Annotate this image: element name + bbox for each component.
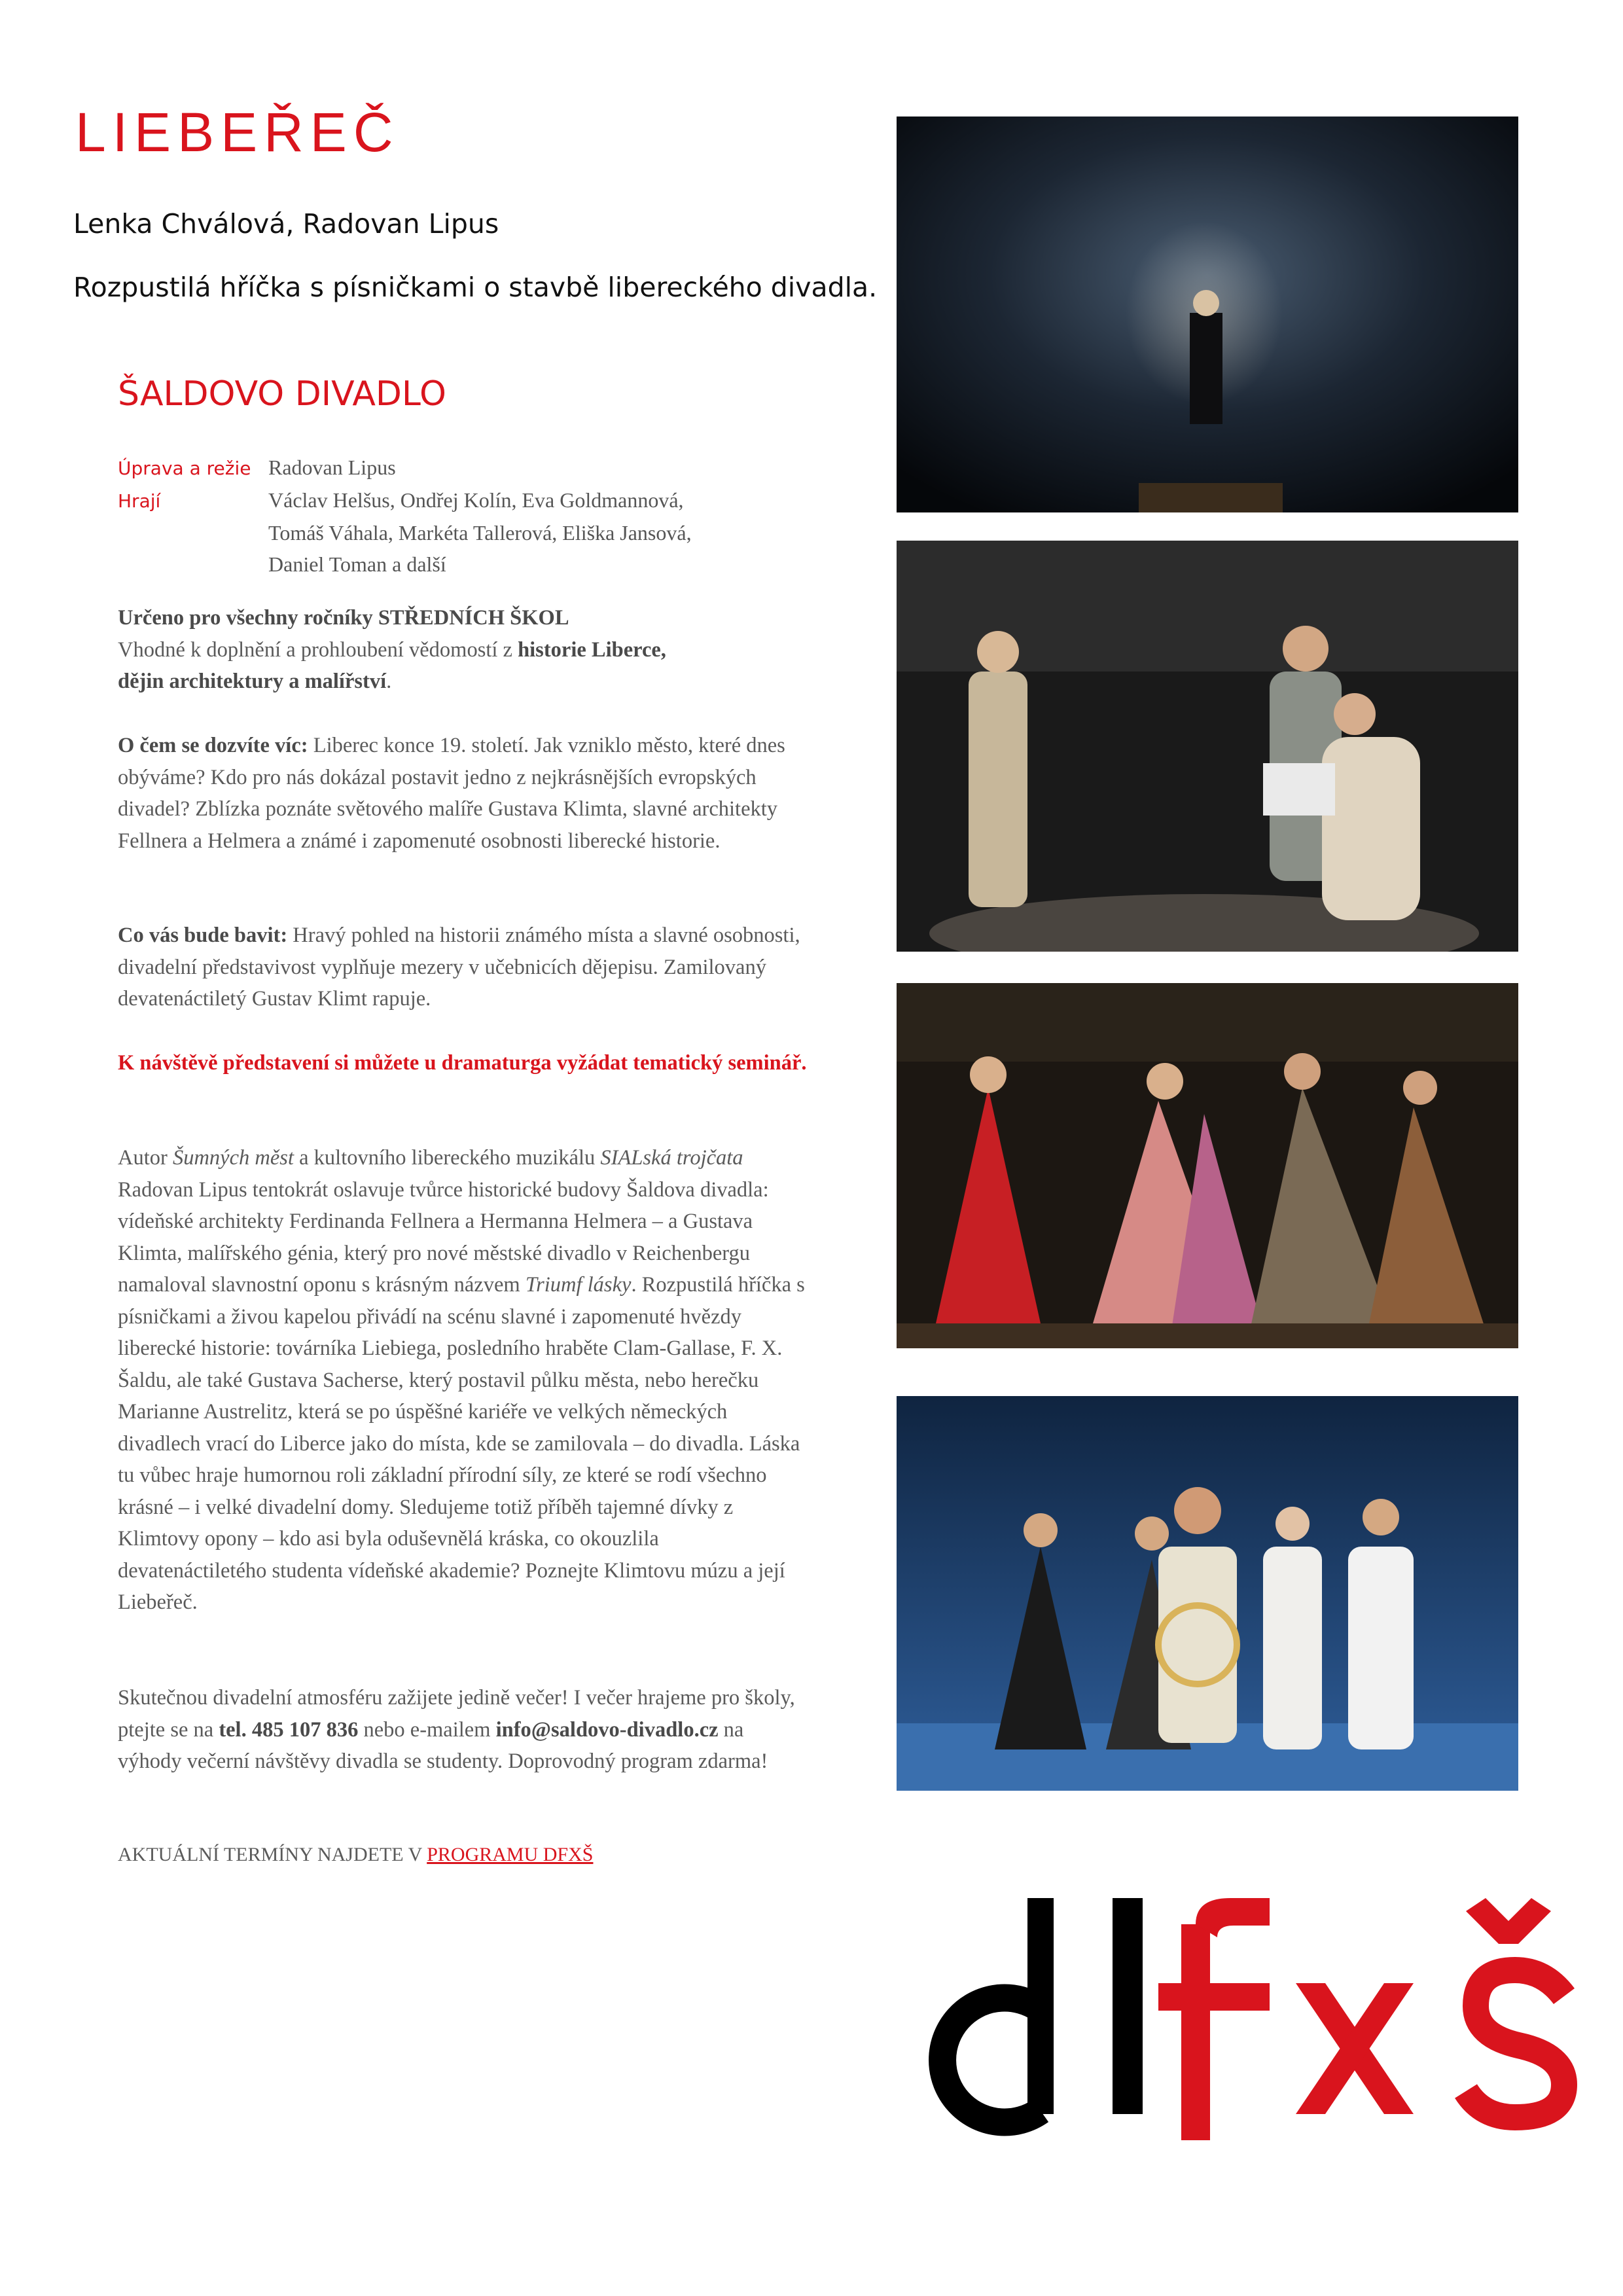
stage-photo-1 [897,117,1518,512]
stage-photo-2-image [897,541,1518,952]
description-title-2: SIALská trojčata [600,1146,743,1170]
audience-line2: Vhodné k doplnění a prohloubení vědomostí z [118,637,518,662]
evening-text: nebo e-mailem [358,1717,496,1742]
show-logo: LIEBEŘEČ [75,101,400,163]
credit-label: Úprava a režie [118,457,251,479]
description-paragraph [118,1142,812,1619]
description-text: a kultovního libereckého muzikálu [293,1146,601,1170]
audience-paragraph [118,602,812,698]
audience-history: historie Liberce, [518,637,666,662]
credit-row [118,452,692,484]
evening-text: na výhody večerní návštěvy divadla se studenty. Doprovodný program zdarma! [118,1717,768,1773]
subtitle: Rozpustilá hříčka s písničkami o stavbě libereckého divadla. [73,272,878,303]
credit-label: Hrají [118,490,161,512]
authors: Lenka Chválová, Radovan Lipus [73,208,499,240]
fun-label: Co vás bude bavit: [118,924,288,947]
program-link[interactable]: PROGRAMU DFXŠ [427,1844,594,1865]
stage-photo-1-image [897,117,1518,512]
stage-photo-4-image [897,1396,1518,1791]
credit-row [118,517,692,548]
stage-photo-3-image [897,983,1518,1348]
seminar-text: K návštěvě představení si můžete u dramaturga vyžádat tematický seminář. [118,1051,807,1075]
venue-heading: ŠALDOVO DIVADLO [118,374,446,414]
credit-label [118,517,268,548]
learn-text: Liberec konce 19. století. Jak vzniklo město, které dnes obýváme? Kdo pro nás dokázal postavit jedno z nejkrásnějších evropských divadel? Zblízka poznáte světového malíře Gustava Klimta, slavné architekty Fellnera a Helmera a známé i zapomenuté osobnosti liberecké historie. [118,734,785,853]
description-text: Autor [118,1146,173,1170]
description-text: Radovan Lipus tentokrát oslavuje tvůrce historické budovy Šaldova divadla: vídeňské architekty Ferdinanda Fellnera a Hermanna Helmera – a Gustava Klimta, malířského génia, který pro nové městské divadlo v Reichenbergu namaloval slavnostní oponu s krásným názvem [118,1177,769,1297]
evening-text: Skutečnou divadelní atmosféru zažijete jedině večer! I večer hrajeme pro školy, ptejte se na [118,1686,795,1742]
credit-value: Daniel Toman a další [268,552,446,576]
stage-photo-3 [897,983,1518,1348]
credits [118,452,692,580]
description-title-3: Triumf lásky [525,1273,632,1297]
credit-row [118,484,692,517]
credit-value: Tomáš Váhala, Markéta Tallerová, Eliška Jansová, [268,521,692,545]
description-title-1: Šumných měst [172,1146,294,1170]
description-text: . Rozpustilá hříčka s písničkami a živou kapelou přivádí na scénu slavné i zapomenuté hvězdy liberecké historie: továrníka Liebiega, posledního hraběte Clam-Gallase, F. X. Šaldu, ale také Gustava Sacherse, který postavil půlku města, nebo herečku Marianne Austrelitz, která se po úspěšné kariéře ve velkých německých divadlech vrací do Liberce jako do místa, kde se zamilovala – do divadla. Láska tu vůbec hraje humornou roli základní přírodní síly, ze které se rodí všechno krásné – i velké divadelní domy. Sledujeme totiž příběh tajemné dívky z Klimtovy opony – kdo asi byla oduševnělá kráska, co okouzlila devatenáctiletého studenta vídeňské akademie? Poznejte Klimtovu múzu a její Liebeřeč. [118,1273,805,1614]
audience-period: . [386,670,392,693]
credit-row [118,548,692,580]
learn-paragraph [118,730,812,857]
phone-number[interactable]: tel. 485 107 836 [219,1717,359,1742]
dfxs-logo [890,1898,1597,2225]
fun-text: Hravý pohled na historii známého místa a slavné osobnosti, divadelní představivost vyplňuje mezery v učebnicích dějepisu. Zamilovaný devatenáctiletý Gustav Klimt rapuje. [118,924,800,1011]
fun-paragraph [118,920,812,1015]
credit-value: Václav Helšus, Ondřej Kolín, Eva Goldmannová, [268,488,684,512]
stage-photo-2 [897,541,1518,952]
dfxs-logo-graphic [890,1898,1597,2225]
audience-architecture: dějin architektury a malířství [118,670,387,693]
audience-line1: Určeno pro všechny ročníky STŘEDNÍCH ŠKOL [118,606,569,630]
email-address[interactable]: info@saldovo-divadlo.cz [495,1717,719,1742]
footer-note [118,1839,812,1871]
credit-label [118,548,268,580]
credit-value: Radovan Lipus [268,456,396,479]
evening-paragraph [118,1682,812,1778]
seminar-note [118,1047,812,1079]
stage-photo-4 [897,1396,1518,1791]
footer-text: AKTUÁLNÍ TERMÍNY NAJDETE V [118,1844,427,1865]
learn-label: O čem se dozvíte víc: [118,734,308,757]
